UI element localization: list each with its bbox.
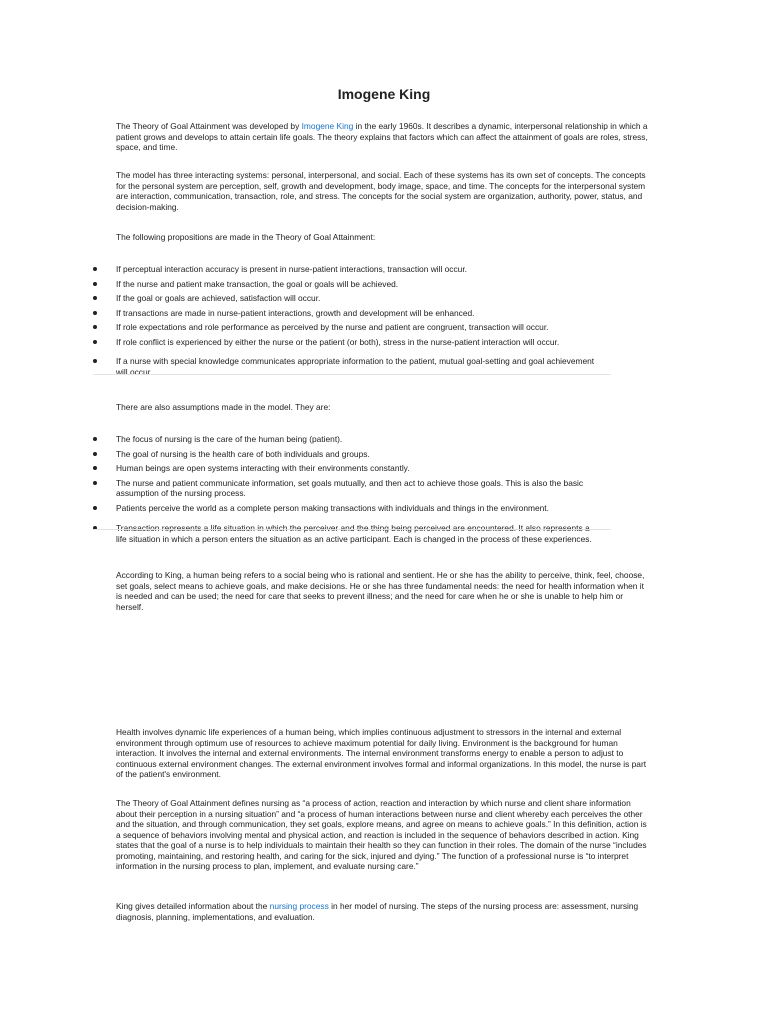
list-item: Human beings are open systems interacting with their environments constantly.: [0, 463, 768, 474]
page-title: Imogene King: [337, 86, 431, 102]
list-item: If role conflict is experienced by either the nurse or the patient (or both), stress in the nurse-patient interaction will occur.: [0, 337, 768, 348]
bullet-icon: [93, 267, 97, 271]
list-item: The nurse and patient communicate information, set goals mutually, and then act to achieve those goals. This is also the basic assumption of the nursing process.: [0, 478, 768, 499]
bullet-icon: [93, 437, 97, 441]
bullet-icon: [93, 296, 97, 300]
nursing-paragraph: The Theory of Goal Attainment defines nursing as “a process of action, reaction and interaction by which nurse and client share information about their perception in a nursing situation” and “a process of human interactions between nurse and client whereby each perceives the other and the situation, and through communication, they set goals, explore means, and agree on means to achieve goals.” In this definition, action is a sequence of behaviors involving mental and physical action, and reaction is included in the sequence of behaviors described in action. King states that the goal of a nurse is to help individuals to maintain their health so they can function in their roles. The domain of the nurse “includes promoting, maintaining, and restoring health, and caring for the sick, injured and dying.” The function of a professional nurse is “to interpret information in the nursing process to plan, implement, and evaluate nursing care.”: [116, 798, 647, 871]
divider: [93, 374, 611, 375]
imogene-king-link[interactable]: Imogene King: [301, 121, 354, 131]
list-item: Patients perceive the world as a complete person making transactions with individuals and things in the environment.: [0, 503, 768, 514]
divider: [93, 529, 611, 530]
assumptions-list: [0, 434, 768, 544]
nursing-process-paragraph: King gives detailed information about the nursing process in her model of nursing. The steps of the nursing process are: assessment, nursing diagnosis, planning, implementations, and evaluation.: [116, 901, 639, 922]
bullet-icon: [93, 311, 97, 315]
propositions-intro: The following propositions are made in the Theory of Goal Attainment:: [116, 232, 376, 242]
list-item: If the goal or goals are achieved, satisfaction will occur.: [0, 293, 768, 304]
list-item: Transaction represents a life situation in which the perceiver and the thing being perceived are encountered. It also represents a life situation in which a person enters the situation as an active participant. Each is changed in the process of these experiences.: [0, 523, 768, 544]
bullet-icon: [93, 506, 97, 510]
bullet-icon: [93, 452, 97, 456]
nursing-process-link[interactable]: nursing process: [269, 901, 329, 911]
intro-paragraph: The Theory of Goal Attainment was developed by Imogene King in the early 1960s. It describes a dynamic, interpersonal relationship in which a patient grows and develops to attain certain life goals. The theory explains that factors which can affect the attainment of goals are roles, stress, space, and time.: [116, 121, 648, 152]
propositions-list: [0, 264, 768, 377]
bullet-icon: [93, 340, 97, 344]
list-item: If a nurse with special knowledge communicates appropriate information to the patient, mutual goal-setting and goal achievement will occur.: [0, 356, 768, 377]
list-item: If role expectations and role performance as perceived by the nurse and patient are congruent, transaction will occur.: [0, 322, 768, 333]
bullet-icon: [93, 325, 97, 329]
bullet-icon: [93, 359, 97, 363]
list-item: If transactions are made in nurse-patient interactions, growth and development will be enhanced.: [0, 308, 768, 319]
list-item: If the nurse and patient make transaction, the goal or goals will be achieved.: [0, 279, 768, 290]
list-item: The goal of nursing is the health care of both individuals and groups.: [0, 449, 768, 460]
list-item: If perceptual interaction accuracy is present in nurse-patient interactions, transaction will occur.: [0, 264, 768, 275]
bullet-icon: [93, 481, 97, 485]
health-paragraph: Health involves dynamic life experiences of a human being, which implies continuous adjustment to stressors in the internal and external environment through optimum use of resources to achieve maximum potential for daily living. Environment is the background for human interaction. It involves the internal and external environments. The internal environment transforms energy to enable a person to adjust to continuous external environment changes. The external environment involves formal and informal organizations. In this model, the nurse is part of the patient's environment.: [116, 727, 647, 779]
human-being-paragraph: According to King, a human being refers to a social being who is rational and sentient. He or she has the ability to perceive, think, feel, choose, set goals, select means to achieve goals, and make decisions. He or she has three fundamental needs: the need for health information when it is needed and can be used; the need for care that seeks to prevent illness; and the need for care when he or she is unable to help him or herself.: [116, 570, 645, 612]
systems-paragraph: The model has three interacting systems: personal, interpersonal, and social. Each of these systems has its own set of concepts. The concepts for the personal system are perception, self, growth and development, body image, space, and time. The concepts for the interpersonal system are interaction, communication, transaction, role, and stress. The concepts for the social system are organization, authority, power, status, and decision-making.: [116, 170, 646, 212]
bullet-icon: [93, 466, 97, 470]
bullet-icon: [93, 282, 97, 286]
list-item: The focus of nursing is the care of the human being (patient).: [0, 434, 768, 445]
assumptions-intro: There are also assumptions made in the model. They are:: [116, 402, 331, 412]
